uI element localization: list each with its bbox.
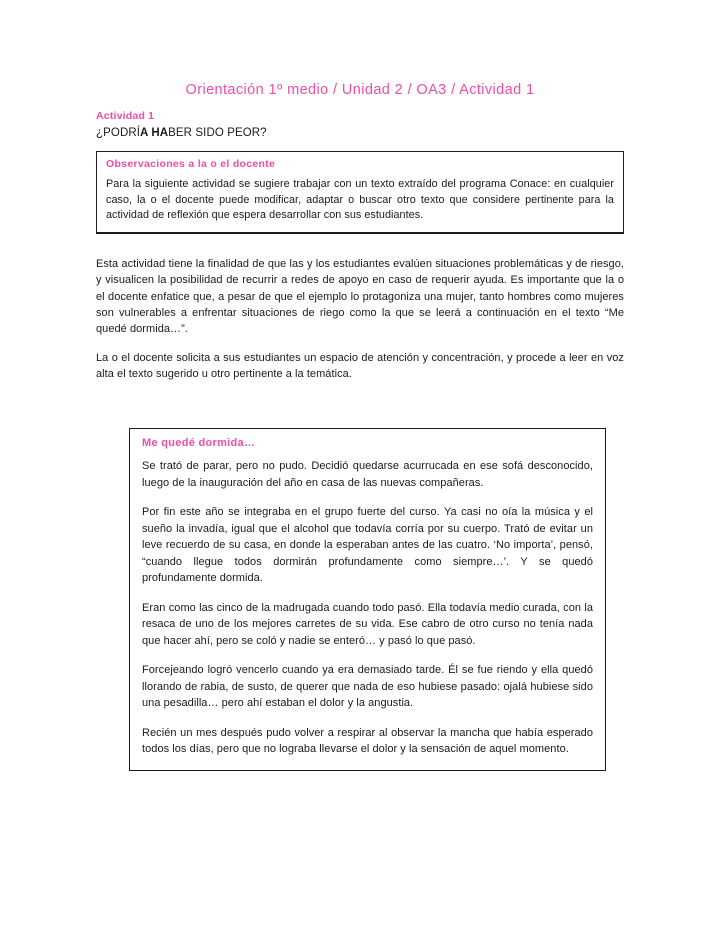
story-box bbox=[129, 428, 606, 771]
story-paragraph: Eran como las cinco de la madrugada cuando todo pasó. Ella todavía medio curada, con la resaca de uno de los mejores carretes de su vida. Ese cabro de otro curso no tenía nada que hacer ahí, pero se coló y nadie se enteró… y pasó lo que pasó. bbox=[142, 601, 593, 647]
intro-paragraph-2: La o el docente solicita a sus estudiantes un espacio de atención y concentración, y procede a leer en voz alta el texto sugerido u otro pertinente a la temática. bbox=[96, 352, 624, 381]
question-heading bbox=[96, 127, 267, 139]
observations-body: Para la siguiente actividad se sugiere trabajar con un texto extraído del programa Conace: en cualquier caso, la o el docente puede modificar, adaptar o buscar otro texto que considere pertinente para la actividad de reflexión que espera desarrollar con sus estudiantes. bbox=[106, 178, 614, 221]
question-heading-prefix: ¿PODRÍ bbox=[96, 127, 141, 139]
activity-label: Actividad 1 bbox=[96, 110, 155, 122]
story-paragraph: Se trató de parar, pero no pudo. Decidió quedarse acurrucada en ese sofá desconocido, luego de la inauguración del año en casa de las nuevas compañeras. bbox=[142, 460, 593, 489]
document-title: Orientación 1º medio / Unidad 2 / OA3 / Actividad 1 bbox=[185, 82, 535, 98]
question-heading-strong: A HA bbox=[140, 127, 169, 139]
observations-title: Observaciones a la o el docente bbox=[106, 158, 276, 170]
question-heading-suffix: BER SIDO PEOR? bbox=[168, 127, 267, 139]
story-title: Me quedé dormida… bbox=[142, 437, 256, 449]
observations-box bbox=[96, 151, 624, 234]
intro-paragraph-1: Esta actividad tiene la finalidad de que las y los estudiantes evalúen situaciones problemáticas y de riesgo, y visualicen la posibilidad de recurrir a redes de apoyo en caso de requerir ayuda. Es importante que la o el docente enfatice que, a pesar de que el ejemplo lo protagoniza una mujer, tanto hombres como mujeres son vulnerables a enfrentar situaciones de riego como la que se leerá a continuación en el texto “Me quedé dormida…”. bbox=[96, 258, 624, 336]
story-paragraph: Recién un mes después pudo volver a respirar al observar la mancha que había esperado todos los días, pero que no lograba llevarse el dolor y la sensación de aquel momento. bbox=[142, 726, 593, 755]
story-paragraph: Forcejeando logró vencerlo cuando ya era demasiado tarde. Él se fue riendo y ella quedó llorando de rabia, de susto, de querer que nada de eso hubiese pasado: ojalá hubiese sido una pesadilla… pero ahí estaban el dolor y la angustia. bbox=[142, 664, 593, 709]
story-paragraph: Por fin este año se integraba en el grupo fuerte del curso. Ya casi no oía la música y el sueño la invadía, igual que el alcohol que todavía corría por su cuerpo. Trató de evitar un leve recuerdo de su casa, en donde la esperaban antes de las cuatro. ‘No importa’, pensó, “cuando llegue todos dormirán profundamente como siempre…’. Y se quedó profundamente dormida. bbox=[142, 506, 593, 584]
